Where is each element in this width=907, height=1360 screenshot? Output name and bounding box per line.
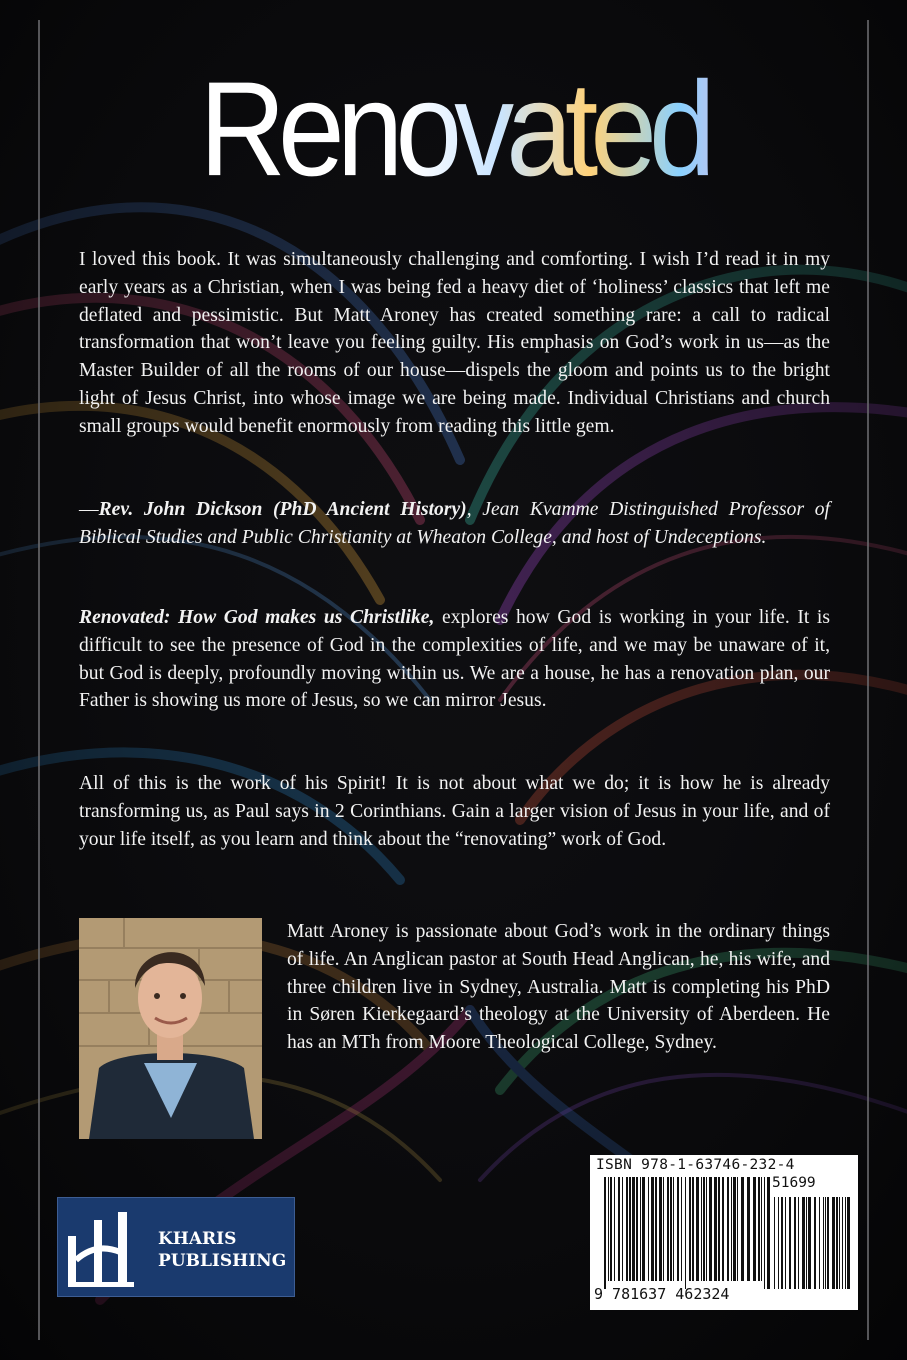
endorsement-attribution <box>79 496 830 552</box>
endorser-role: , Jean Kvamme Distinguished Professor of Biblical Studies and Public Christianity at Wheaton College, and host of Undeceptions. <box>79 499 831 548</box>
left-spine-line <box>38 20 40 1340</box>
publisher-building-icon <box>58 1198 148 1296</box>
author-photo <box>79 918 262 1139</box>
author-portrait-image <box>79 918 262 1139</box>
isbn-barcode <box>590 1155 858 1310</box>
description-text: explores how God is working in your life. It is difficult to see the presence of God in the complexities of life, and we may be unaware of it, but God is deeply, profoundly moving within us. We are a house, he has a renovation plan, our Father is showing us more of Jesus, so we can mirror Jesus. <box>79 607 830 712</box>
book-description-2: All of this is the work of his Spirit! It is not about what we do; it is how he is already transforming us, as Paul says in 2 Corinthians. Gain a larger vision of Jesus in your life, and of your life itself, as you learn and think about the “renovating” work of God. <box>79 773 830 850</box>
description-book-title: Renovated: How God makes us Christlike, <box>79 607 435 628</box>
publisher-name <box>158 1228 286 1272</box>
book-description <box>79 604 830 715</box>
book-title: Renovated <box>0 62 907 196</box>
right-edge-line <box>867 20 869 1340</box>
isbn-label: ISBN 978-1-63746-232-4 <box>596 1157 795 1173</box>
endorser-name: Rev. John Dickson (PhD Ancient History) <box>98 499 467 520</box>
attribution-dash: — <box>79 499 99 520</box>
publisher-name-line2: PUBLISHING <box>158 1251 287 1271</box>
author-bio: Matt Aroney is passionate about God’s work in the ordinary things of life. An Anglican pastor at South Head Anglican, he, his wife, and three children live in Sydney, Australia. Matt is completing his PhD in Søren Kierkegaard’s theology at the University of Aberdeen. He has an MTh from Moore Theological College, Sydney. <box>287 921 830 1054</box>
publisher-logo <box>57 1197 295 1297</box>
publisher-name-line1: KHARIS <box>158 1229 237 1249</box>
endorsement-quote: I loved this book. It was simultaneously challenging and comforting. I wish I’d read it in my early years as a Christian, when I was being fed a heavy diet of ‘holiness’ classics that left me deflated and pessimistic. But Matt Aroney has created something rare: a call to radical transformation that won’t leave you feeling guilty. His emphasis on God’s work in us—as the Master Builder of all the rooms of our house—dispels the gloom and points us to the bright light of Jesus Christ, into whose image we are being made. Individual Christians and church small groups would benefit enormously from reading this little gem. <box>79 249 830 437</box>
barcode-addon-number: 51699 <box>772 1175 816 1191</box>
ean-number: 9 781637 462324 <box>594 1285 730 1303</box>
